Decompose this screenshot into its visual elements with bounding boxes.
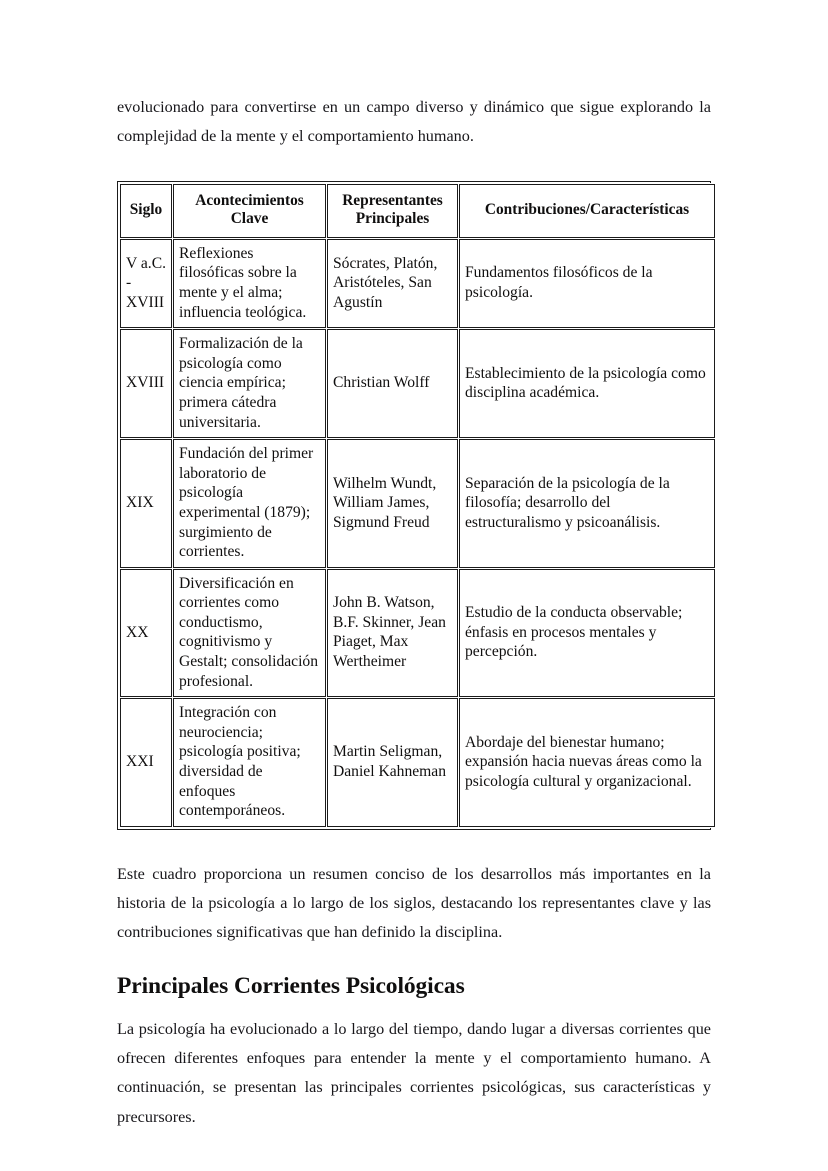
- spacer-after-table: [117, 830, 711, 860]
- spacer-before-heading: [117, 948, 711, 971]
- siglo-line-2: -: [126, 274, 132, 292]
- cell-representantes: Sócrates, Platón, Aristóteles, San Agustín: [327, 239, 458, 328]
- cell-siglo: XXI: [120, 698, 172, 827]
- cell-representantes: Christian Wolff: [327, 329, 458, 438]
- cell-contribuciones: Estudio de la conducta observable; énfasis en procesos mentales y percepción.: [459, 569, 715, 698]
- summary-paragraph: Este cuadro proporciona un resumen conciso de los desarrollos más importantes en la historia de la psicología a lo largo de los siglos, destacando los representantes clave y las contribuciones significativas que han definido la disciplina.: [117, 864, 711, 942]
- section-heading: Principales Corrientes Psicológicas: [117, 972, 465, 999]
- spacer-after-heading: [117, 1001, 711, 1015]
- column-header-acontecimientos: Acontecimientos Clave: [173, 184, 326, 238]
- cell-contribuciones: Establecimiento de la psicología como disciplina académica.: [459, 329, 715, 438]
- history-table-container: [117, 181, 711, 830]
- cell-siglo: XIX: [120, 439, 172, 568]
- cell-acontecimientos: Diversificación en corrientes como conductismo, cognitivismo y Gestalt; consolidación profesional.: [173, 569, 326, 698]
- table-body: [120, 239, 715, 827]
- table-row: [120, 439, 715, 568]
- cell-siglo: XVIII: [120, 329, 172, 438]
- cell-siglo: [120, 239, 172, 328]
- siglo-line-1: V a.C.: [126, 254, 166, 272]
- document-content: [117, 93, 711, 1132]
- table-row: [120, 698, 715, 827]
- column-header-representantes: Representantes Principales: [327, 184, 458, 238]
- cell-representantes: John B. Watson, B.F. Skinner, Jean Piaget, Max Wertheimer: [327, 569, 458, 698]
- cell-contribuciones: Fundamentos filosóficos de la psicología.: [459, 239, 715, 328]
- table-header-row: [120, 184, 715, 238]
- column-header-siglo: Siglo: [120, 184, 172, 238]
- cell-contribuciones: Separación de la psicología de la filosofía; desarrollo del estructuralismo y psicoanálisis.: [459, 439, 715, 568]
- cell-siglo: XX: [120, 569, 172, 698]
- cell-representantes: Martin Seligman, Daniel Kahneman: [327, 698, 458, 827]
- cell-contribuciones: Abordaje del bienestar humano; expansión hacia nuevas áreas como la psicología cultural y organizacional.: [459, 698, 715, 827]
- cell-acontecimientos: Fundación del primer laboratorio de psicología experimental (1879); surgimiento de corrientes.: [173, 439, 326, 568]
- cell-acontecimientos: Integración con neurociencia; psicología positiva; diversidad de enfoques contemporáneos.: [173, 698, 326, 827]
- history-of-psychology-table: [119, 183, 716, 828]
- siglo-line-3: XVIII: [126, 293, 165, 311]
- spacer-before-table: [117, 152, 711, 181]
- table-row: [120, 239, 715, 328]
- closing-paragraph: La psicología ha evolucionado a lo largo del tiempo, dando lugar a diversas corrientes que ofrecen diferentes enfoques para entender la mente y el comportamiento humano. A continuación, se presentan las principales corrientes psicológicas, sus características y precursores.: [117, 1019, 711, 1126]
- intro-paragraph: evolucionado para convertirse en un campo diverso y dinámico que sigue explorando la complejidad de la mente y el comportamiento humano.: [117, 98, 711, 146]
- table-row: [120, 569, 715, 698]
- cell-representantes: Wilhelm Wundt, William James, Sigmund Freud: [327, 439, 458, 568]
- cell-acontecimientos: Reflexiones filosóficas sobre la mente y el alma; influencia teológica.: [173, 239, 326, 328]
- table-row: [120, 329, 715, 438]
- table-header: [120, 184, 715, 238]
- column-header-contribuciones: Contribuciones/Características: [459, 184, 715, 238]
- cell-acontecimientos: Formalización de la psicología como ciencia empírica; primera cátedra universitaria.: [173, 329, 326, 438]
